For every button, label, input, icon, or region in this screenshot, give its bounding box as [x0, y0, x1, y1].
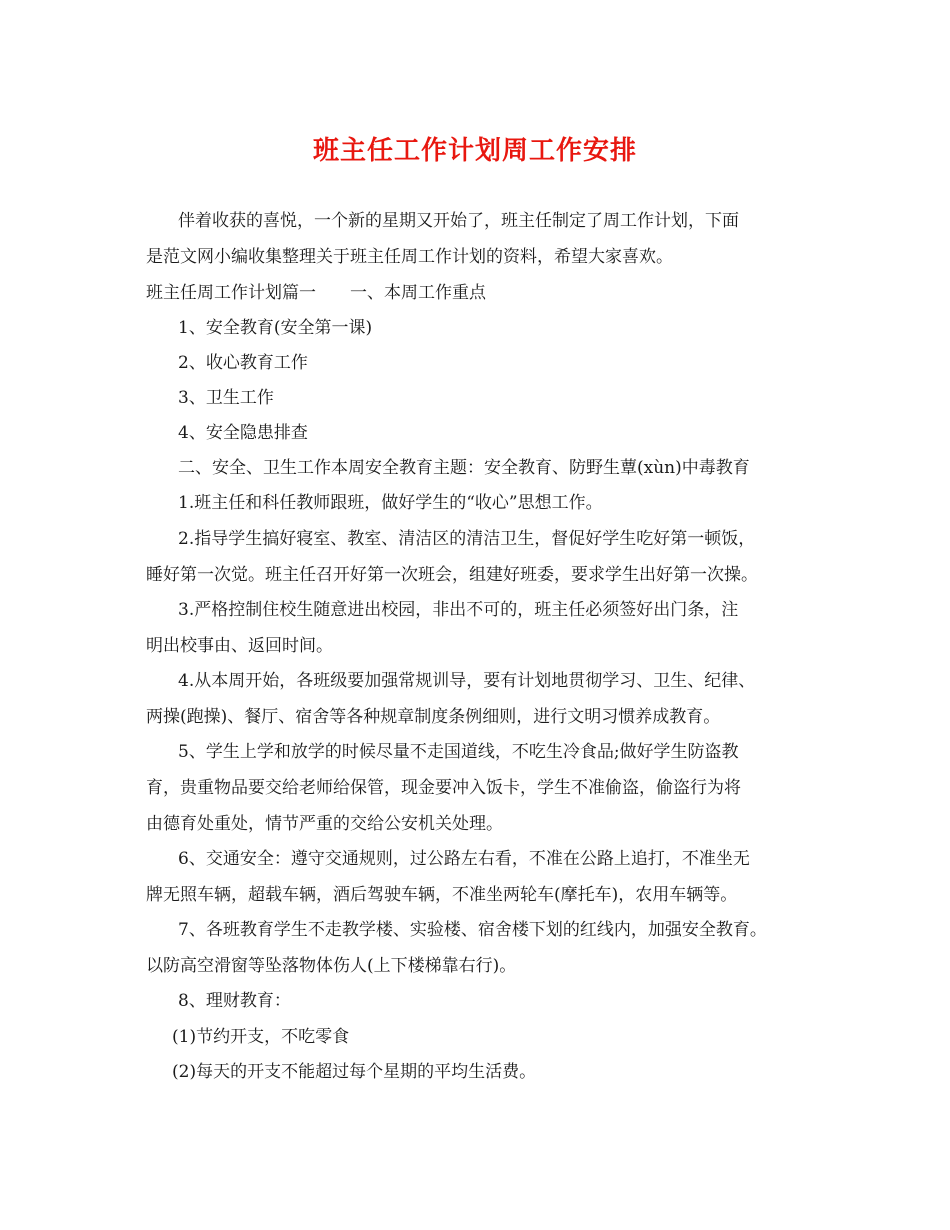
paragraph-line: 6、交通安全：遵守交通规则，过公路左右看，不准在公路上追打，不准坐无 — [178, 849, 750, 869]
paragraph-line: 1.班主任和科任教师跟班，做好学生的“收心”思想工作。 — [178, 493, 603, 513]
paragraph-line: 5、学生上学和放学的时候尽量不走国道线，不吃生冷食品;做好学生防盗教 — [178, 742, 739, 762]
paragraph-line: 育，贵重物品要交给老师给保管，现金要冲入饭卡，学生不准偷盗，偷盗行为将 — [146, 778, 741, 798]
list-item: (2)每天的开支不能超过每个星期的平均生活费。 — [172, 1062, 537, 1082]
section-heading: 二、安全、卫生工作本周安全教育主题：安全教育、防野生蕈(xùn)中毒教育 — [178, 458, 750, 478]
paragraph-line: 由德育处重处，情节严重的交给公安机关处理。 — [146, 814, 503, 834]
paragraph-line: 睡好第一次觉。班主任召开好第一次班会，组建好班委，要求学生出好第一次操。 — [146, 565, 758, 585]
paragraph-line: 2.指导学生搞好寝室、教室、清洁区的清洁卫生，督促好学生吃好第一顿饭， — [178, 529, 756, 549]
list-item: 2、收心教育工作 — [178, 353, 308, 373]
paragraph-line: 伴着收获的喜悦，一个新的星期又开始了，班主任制定了周工作计划，下面 — [178, 211, 739, 231]
paragraph-line: 明出校事由、返回时间。 — [146, 636, 333, 656]
paragraph-line: 3.严格控制住校生随意进出校园，非出不可的，班主任必须签好出门条，注 — [178, 600, 739, 620]
list-item: 8、理财教育： — [178, 991, 291, 1011]
paragraph-line: 是范文网小编收集整理关于班主任周工作计划的资料，希望大家喜欢。 — [146, 247, 673, 267]
list-item: 1、安全教育(安全第一课) — [178, 318, 373, 338]
paragraph-line: 牌无照车辆，超载车辆，酒后驾驶车辆，不准坐两轮车(摩托车)，农用车辆等。 — [146, 885, 738, 905]
list-item: 3、卫生工作 — [178, 388, 274, 408]
paragraph-line: 以防高空滑窗等坠落物体伤人(上下楼梯靠右行)。 — [146, 956, 517, 976]
paragraph-line: 班主任周工作计划篇一 一、本周工作重点 — [146, 283, 486, 303]
paragraph-line: 7、各班教育学生不走教学楼、实验楼、宿舍楼下划的红线内，加强安全教育。 — [178, 920, 767, 940]
paragraph-line: 4.从本周开始，各班级要加强常规训导，要有计划地贯彻学习、卫生、纪律、 — [178, 671, 756, 691]
document-title: 班主任工作计划周工作安排 — [312, 136, 637, 166]
list-item: (1)节约开支，不吃零食 — [172, 1027, 350, 1047]
list-item: 4、安全隐患排查 — [178, 423, 308, 443]
paragraph-line: 两操(跑操)、餐厅、宿舍等各种规章制度条例细则，进行文明习惯养成教育。 — [146, 707, 721, 727]
